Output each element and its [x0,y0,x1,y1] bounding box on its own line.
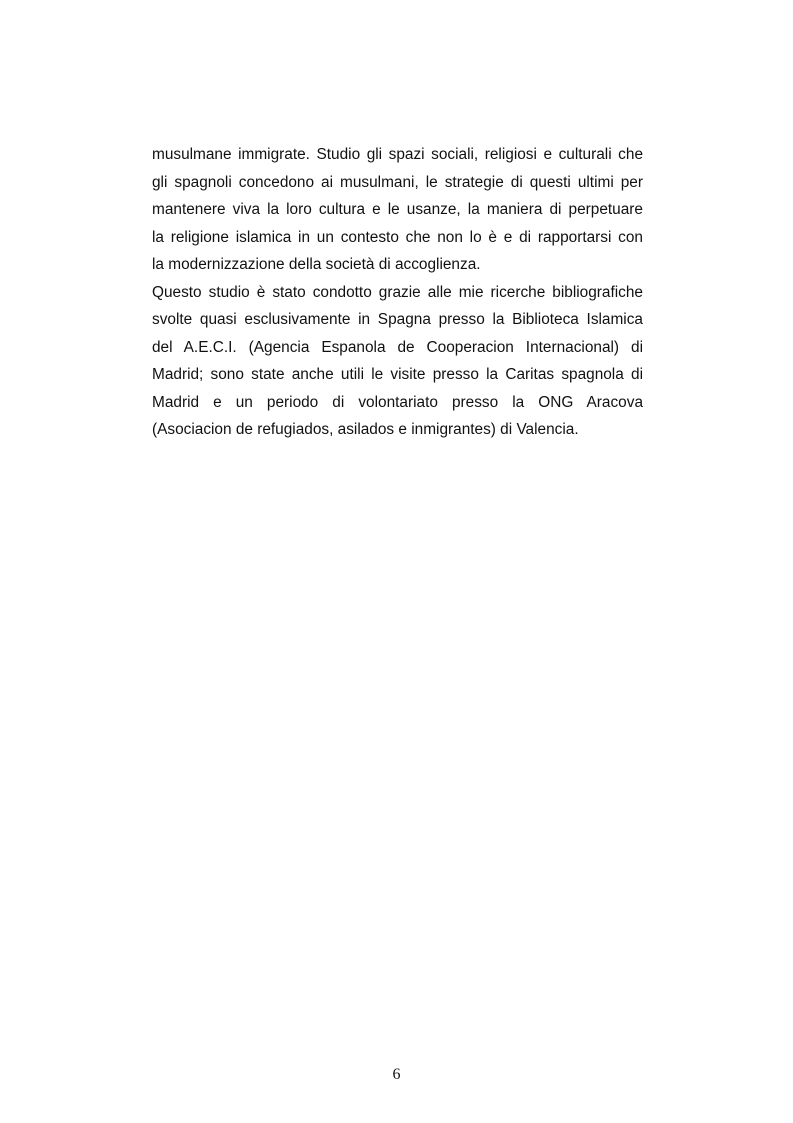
text-line: svolte quasi esclusivamente in Spagna presso la Biblioteca Islamica [152,311,643,328]
text-line: Madrid e un periodo di volontariato presso la ONG Aracova [152,393,643,411]
text-line: la modernizzazione della società di accoglienza. [152,256,481,273]
paragraph-2 [152,279,643,444]
text-line: la religione islamica in un contesto che non lo è e di rapportarsi con [152,228,643,246]
text-line: (Asociacion de refugiados, asilados e inmigrantes) di Valencia. [152,421,579,438]
text-line: gli spagnoli concedono ai musulmani, le strategie di questi ultimi per [152,173,643,191]
text-line: del A.E.C.I. (Agencia Espanola de Cooperacion Internacional) di [152,338,643,356]
paragraph-1 [152,141,643,279]
text-line: musulmane immigrate. Studio gli spazi sociali, religiosi e culturali che [152,146,643,163]
text-line: mantenere viva la loro cultura e le usanze, la maniera di perpetuare [152,201,643,218]
page-number: 6 [392,1066,401,1083]
body-text [152,141,643,444]
text-line: Questo studio è stato condotto grazie alle mie ricerche bibliografiche [152,283,643,301]
text-line: Madrid; sono state anche utili le visite presso la Caritas spagnola di [152,366,643,383]
